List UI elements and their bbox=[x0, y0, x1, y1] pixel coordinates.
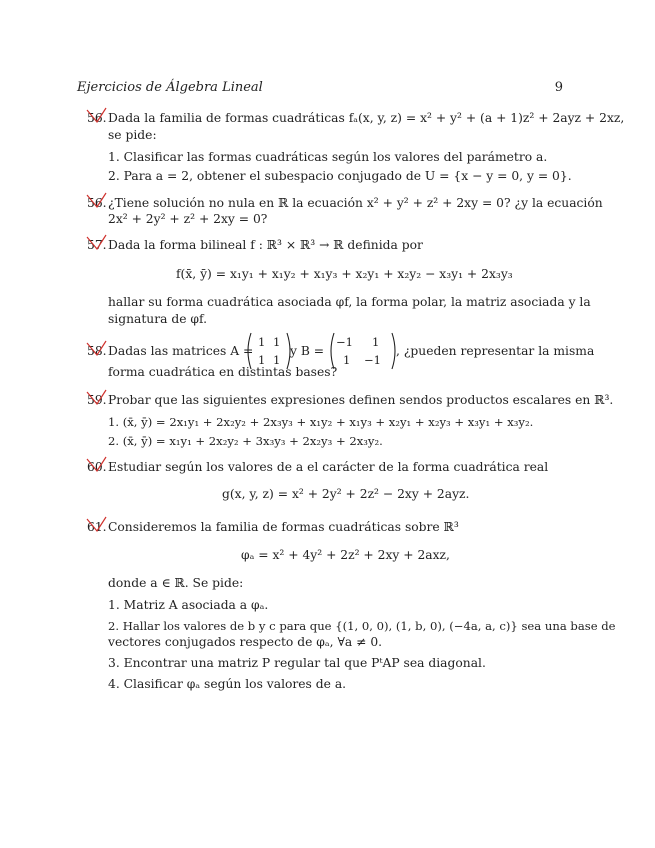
matrix-a-cell: 1 bbox=[258, 353, 266, 367]
exercise-text: forma cuadrática en distintas bases? bbox=[108, 365, 338, 379]
matrix-a-cell: 1 bbox=[273, 335, 281, 349]
exercise-item: 2. (x̄, ȳ) = x₁y₁ + 2x₂y₂ + 3x₃y₃ + 2x₂y₃ + 2x₃y₂. bbox=[108, 434, 383, 448]
exercise-item: 4. Clasificar φₐ según los valores de a. bbox=[108, 677, 347, 691]
header-title: Ejercicios de Álgebra Lineal bbox=[77, 80, 263, 95]
matrix-a-cell: 1 bbox=[258, 335, 266, 349]
exercise-text: se pide: bbox=[108, 128, 157, 142]
matrix-b-cell: 1 bbox=[372, 335, 380, 349]
exercise-number: 58. bbox=[87, 344, 107, 358]
matrix-a-cell: 1 bbox=[273, 353, 281, 367]
exercise-text: y B = bbox=[290, 344, 325, 358]
matrix-b-cell: 1 bbox=[343, 353, 351, 367]
exercise-text: ¿Tiene solución no nula en ℝ la ecuación x² + y² + z² + 2xy = 0? ¿y la ecuación bbox=[108, 196, 603, 210]
exercise-text: Dada la forma bilineal f : ℝ³ × ℝ³ → ℝ definida por bbox=[108, 238, 423, 252]
display-equation: g(x, y, z) = x² + 2y² + 2z² − 2xy + 2ayz. bbox=[222, 487, 470, 501]
matrix-b-cell: −1 bbox=[364, 353, 381, 367]
check-mark-icon bbox=[84, 106, 110, 132]
exercise-item: vectores conjugados respecto de φₐ, ∀a ≠ 0. bbox=[108, 635, 383, 649]
page-header bbox=[77, 80, 563, 98]
exercise-number: 60. bbox=[87, 460, 107, 474]
check-mark-icon bbox=[84, 339, 110, 365]
check-mark-icon bbox=[84, 191, 110, 217]
exercise-text: Consideremos la familia de formas cuadráticas sobre ℝ³ bbox=[108, 520, 459, 534]
exercise-text: donde a ∈ ℝ. Se pide: bbox=[108, 576, 244, 590]
exercise-item: 3. Encontrar una matriz P regular tal que PᵗAP sea diagonal. bbox=[108, 656, 486, 670]
exercise-number: 61. bbox=[87, 520, 107, 534]
exercise-text: 2x² + 2y² + z² + 2xy = 0? bbox=[108, 212, 268, 226]
matrix-b bbox=[328, 331, 398, 375]
check-mark-icon bbox=[84, 233, 110, 259]
exercise-number: 59. bbox=[87, 393, 107, 407]
exercise-number: 57. bbox=[87, 238, 107, 252]
display-equation: φₐ = x² + 4y² + 2z² + 2xy + 2axz, bbox=[241, 548, 450, 562]
exercise-text: Probar que las siguientes expresiones definen sendos productos escalares en ℝ³. bbox=[108, 393, 614, 407]
exercise-number: 56. bbox=[87, 196, 107, 210]
exercise-item: 1. (x̄, ȳ) = 2x₁y₁ + 2x₂y₂ + 2x₃y₃ + x₁y₂ + x₁y₃ + x₂y₁ + x₂y₃ + x₃y₁ + x₃y₂. bbox=[108, 415, 534, 429]
exercise-text: signatura de φf. bbox=[108, 312, 208, 326]
check-mark-icon bbox=[84, 515, 110, 541]
exercise-text: , ¿pueden representar la misma bbox=[396, 344, 595, 358]
exercise-item: 2. Hallar los valores de b y c para que {(1, 0, 0), (1, b, 0), (−4a, a, c)} sea una base de bbox=[108, 619, 616, 633]
exercise-item: 1. Clasificar las formas cuadráticas según los valores del parámetro a. bbox=[108, 150, 548, 164]
exercise-text: Dadas las matrices A = bbox=[108, 344, 254, 358]
exercise-text: Estudiar según los valores de a el carácter de la forma cuadrática real bbox=[108, 460, 549, 474]
exercise-text: hallar su forma cuadrática asociada φf, la forma polar, la matriz asociada y la bbox=[108, 295, 591, 309]
page-number: 9 bbox=[554, 80, 563, 95]
check-mark-icon bbox=[84, 388, 110, 414]
exercise-item: 2. Para a = 2, obtener el subespacio conjugado de U = {x − y = 0, y = 0}. bbox=[108, 169, 572, 183]
matrix-b-cell: −1 bbox=[336, 335, 353, 349]
display-equation: f(x̄, ȳ) = x₁y₁ + x₁y₂ + x₁y₃ + x₂y₁ + x₂y₂ − x₃y₁ + 2x₃y₃ bbox=[176, 267, 513, 281]
exercise-text: Dada la familia de formas cuadráticas fₐ(x, y, z) = x² + y² + (a + 1)z² + 2ayz + 2xz, bbox=[108, 111, 625, 125]
check-mark-icon bbox=[84, 455, 110, 481]
exercise-item: 1. Matriz A asociada a φₐ. bbox=[108, 598, 269, 612]
exercise-number: 56. bbox=[87, 111, 107, 125]
